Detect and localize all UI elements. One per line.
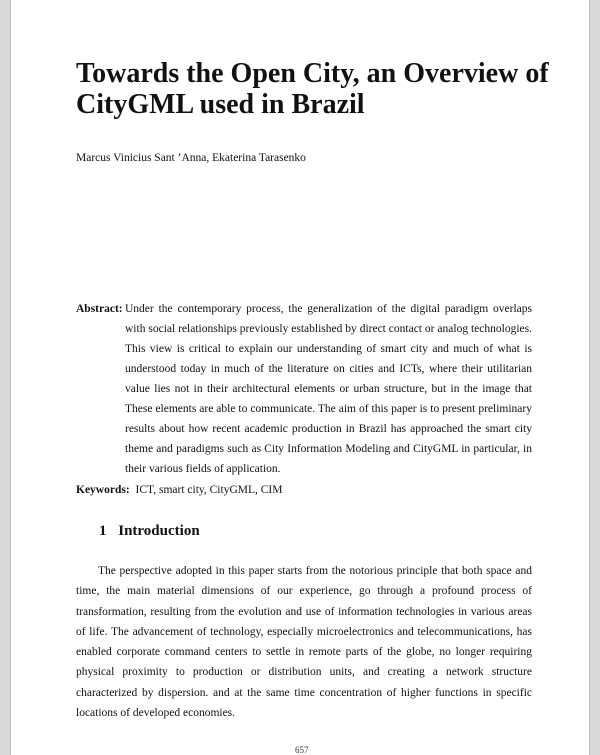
section-number: 1 (99, 523, 107, 539)
abstract-block (76, 299, 532, 479)
section-heading-introduction (99, 521, 200, 541)
abstract-text: Under the contemporary process, the generalization of the digital paradigm overlaps with social relationships previously established by direct contact or analog technologies. This view is critical to explain our understanding of smart city and much of what is understood today in much of the literature on cities and ICTs, where their utilitarian value lies not in their architectural elements or urban structure, but in the image that These elements are able to communicate. The aim of this paper is to present preliminary results about how recent academic production in Brazil has approached the smart city theme and paradigms such as City Information Modeling and CityGML in particular, in their various fields of application. (125, 303, 532, 475)
section-title: Introduction (118, 523, 200, 539)
keywords-label: Keywords: (76, 484, 130, 496)
keywords-text: ICT, smart city, CityGML, CIM (135, 484, 283, 496)
author-list: Marcus Vinicius Sant ’Anna, Ekaterina Tarasenko (76, 152, 306, 164)
abstract-label: Abstract: (76, 303, 123, 315)
paper-title: Towards the Open City, an Overview of CityGML used in Brazil (76, 58, 549, 120)
keywords-line (76, 481, 532, 499)
introduction-paragraph: The perspective adopted in this paper starts from the notorious principle that both space and time, the main material dimensions of our experience, go through a profound process of transformation, resulting from the evolution and use of information technologies in various areas of life. The advancement of technology, especially microelectronics and telecommunications, has enabled corporate command centers to settle in remote parts of the globe, no longer requiring physical proximity to production or distribution units, and creating a network structure characterized by dispersion. and at the same time concentration of higher functions in specific locations of developed economies. (76, 565, 532, 720)
page-number: 657 (295, 745, 309, 755)
document-page (10, 0, 590, 755)
